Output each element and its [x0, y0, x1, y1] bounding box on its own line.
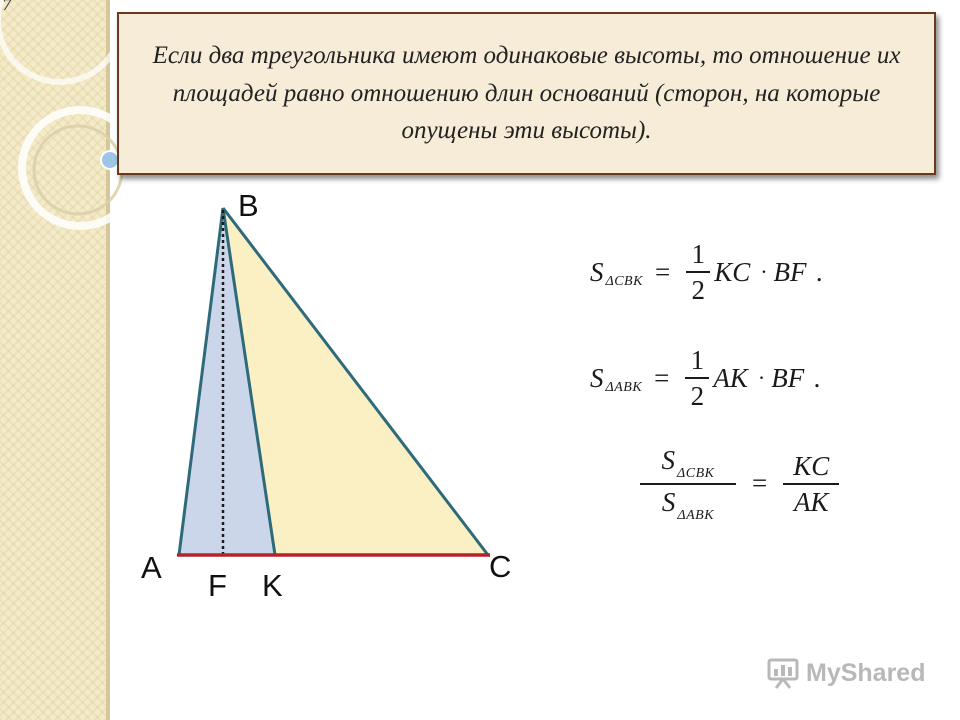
presentation-board-icon	[766, 656, 800, 690]
subscript-cbk: ΔCBK	[677, 466, 715, 481]
formula-area-ratio	[636, 443, 843, 525]
label-b: B	[238, 188, 259, 223]
period: .	[814, 362, 821, 393]
watermark	[766, 656, 925, 690]
ratio-of-bases	[783, 449, 839, 519]
multiply-dot: ·	[760, 259, 768, 284]
segment-ak: AK	[713, 362, 748, 393]
formula-area-abk	[590, 343, 821, 413]
segment-kc: KC	[793, 451, 830, 481]
label-k: K	[262, 568, 283, 603]
fraction-denominator: 2	[690, 381, 705, 411]
segment-ak: AK	[793, 486, 829, 517]
fraction-numerator: 1	[691, 239, 705, 269]
fraction-one-half	[685, 343, 709, 413]
formula-area-cbk	[590, 237, 823, 307]
segment-bf: BF	[773, 256, 807, 287]
multiply-dot: ·	[757, 365, 766, 390]
label-c: C	[489, 549, 512, 584]
area-symbol: S	[661, 486, 676, 517]
segment-bf: BF	[771, 362, 805, 393]
ratio-of-areas	[640, 443, 736, 525]
equals-sign: =	[752, 468, 768, 499]
area-symbol: S	[590, 256, 604, 287]
watermark-text: MyShared	[806, 658, 926, 687]
theorem-text: Если два треугольника имеют одинаковые высоты, то отношение их площадей равно отношению длин оснований (сторон, на которые опущены эти высоты).	[152, 42, 901, 145]
label-a: A	[141, 550, 162, 585]
equals-sign: =	[654, 362, 670, 393]
subscript-cbk: ΔCBK	[605, 274, 643, 289]
segment-kc: KC	[714, 256, 751, 287]
subscript-abk: ΔABK	[677, 507, 715, 523]
area-symbol: S	[661, 445, 676, 475]
fraction-denominator: 2	[691, 275, 705, 305]
equals-sign: =	[654, 256, 671, 287]
subscript-abk: ΔABK	[605, 380, 643, 395]
period: .	[816, 256, 824, 287]
fraction-one-half	[686, 237, 710, 307]
area-symbol: S	[590, 362, 604, 393]
slide-number: 7	[2, 0, 12, 14]
label-f: F	[208, 568, 227, 603]
fraction-numerator: 1	[690, 345, 705, 375]
